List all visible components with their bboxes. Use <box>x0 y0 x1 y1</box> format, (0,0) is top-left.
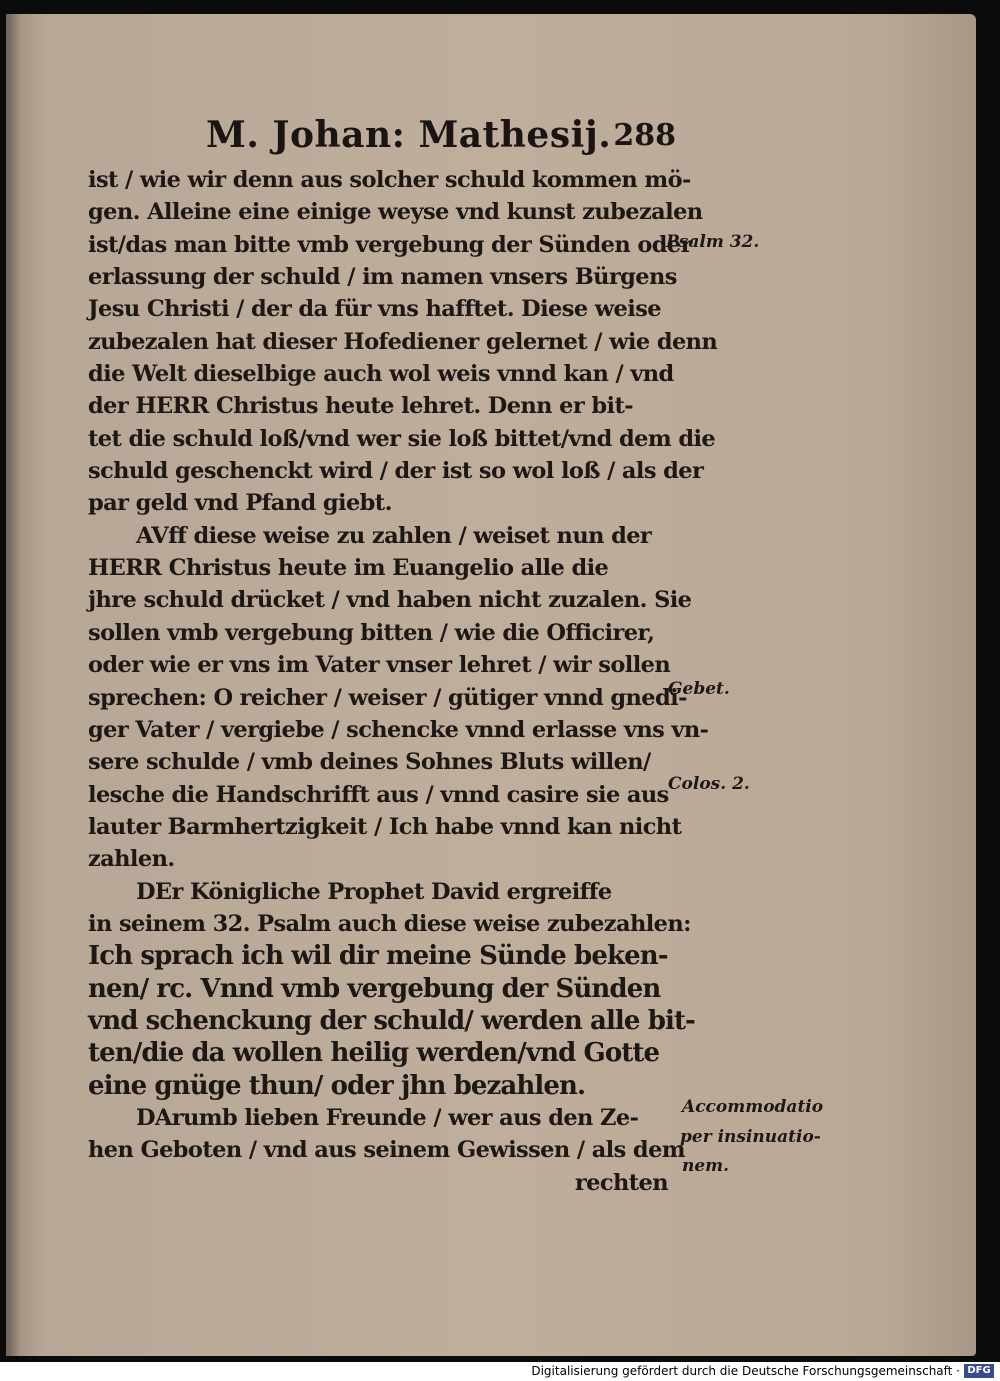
catchword: rechten <box>574 1169 668 1196</box>
text-line: hen Geboten / vnd aus seinem Gewissen / als dem <box>88 1137 685 1164</box>
text-line: ist / wie wir denn aus solcher schuld kommen mö- <box>88 167 691 193</box>
text-line: HERR Christus heute im Euangelio alle die <box>88 555 609 582</box>
text-line: lesche die Handschrifft aus / vnnd casire sie aus <box>88 781 669 808</box>
page-header <box>206 114 676 166</box>
text-line: schuld geschenckt wird / der ist so wol loß / als der <box>88 458 704 485</box>
text-line: der HERR Christus heute lehret. Denn er bit- <box>88 393 633 420</box>
quotation-line: Ich sprach ich wil dir meine Sünde beken- <box>88 941 668 972</box>
text-line: sollen vmb vergebung bitten / wie die Officirer, <box>88 619 655 646</box>
text-line: zahlen. <box>88 846 175 873</box>
quotation-line: vnd schenckung der schuld/ werden alle bit- <box>88 1005 695 1036</box>
paragraph-start-line: DArumb lieben Freunde / wer aus den Ze- <box>136 1104 639 1131</box>
text-line: in seinem 32. Psalm auch diese weise zubezahlen: <box>88 910 691 937</box>
running-title: M. Johan: Mathesij. <box>206 114 612 156</box>
text-line: Jesu Christi / der da für vns hafftet. Diese weise <box>88 296 661 323</box>
marginal-note-accommodatio-2: per insinuatio- <box>680 1127 821 1147</box>
text-line: jhre schuld drücket / vnd haben nicht zuzalen. Sie <box>88 587 692 614</box>
page-number: 288 <box>613 118 676 153</box>
digitization-footer <box>0 1362 1000 1381</box>
paragraph-start-line: AVff diese weise zu zahlen / weiset nun der <box>136 522 652 549</box>
marginal-note-accommodatio-3: nem. <box>682 1156 730 1176</box>
marginal-note-accommodatio: Accommodatio <box>682 1097 824 1117</box>
dfg-logo-icon: DFG <box>964 1364 994 1378</box>
book-page <box>6 14 976 1356</box>
text-line: die Welt dieselbige auch wol weis vnnd kan / vnd <box>88 361 674 388</box>
marginal-note-gebet: Gebet. <box>668 679 730 699</box>
text-line: ger Vater / vergiebe / schencke vnnd erlasse vns vn- <box>88 716 709 743</box>
text-line: zubezalen hat dieser Hofediener gelernet / wie denn <box>88 328 718 355</box>
text-line: tet die schuld loß/vnd wer sie loß bittet/vnd dem die <box>88 425 716 452</box>
quotation-line: nen/ rc. Vnnd vmb vergebung der Sünden <box>88 973 661 1004</box>
funding-credit: Digitalisierung gefördert durch die Deutsche Forschungsgemeinschaft · <box>531 1364 960 1378</box>
paragraph-start-line: DEr Königliche Prophet David ergreiffe <box>136 878 612 905</box>
text-line: oder wie er vns im Vater vnser lehret / wir sollen <box>88 652 671 679</box>
text-line: sprechen: O reicher / weiser / gütiger vnnd gnedi- <box>88 684 687 711</box>
text-line: lauter Barmhertzigkeit / Ich habe vnnd kan nicht <box>88 813 682 840</box>
text-line: ist/das man bitte vmb vergebung der Sünden oder <box>88 231 692 258</box>
text-line: par geld vnd Pfand giebt. <box>88 490 392 517</box>
quotation-line: eine gnüge thun/ oder jhn bezahlen. <box>88 1070 586 1101</box>
text-line: gen. Alleine eine einige weyse vnd kunst zubezalen <box>88 199 703 226</box>
marginal-note-colos: Colos. 2. <box>668 774 750 794</box>
text-line: sere schulde / vmb deines Sohnes Bluts willen/ <box>88 749 651 776</box>
marginal-note-psalm: Psalm 32. <box>666 232 760 252</box>
text-line: erlassung der schuld / im namen vnsers Bürgens <box>88 264 677 291</box>
quotation-line: ten/die da wollen heilig werden/vnd Gotte <box>88 1038 660 1069</box>
